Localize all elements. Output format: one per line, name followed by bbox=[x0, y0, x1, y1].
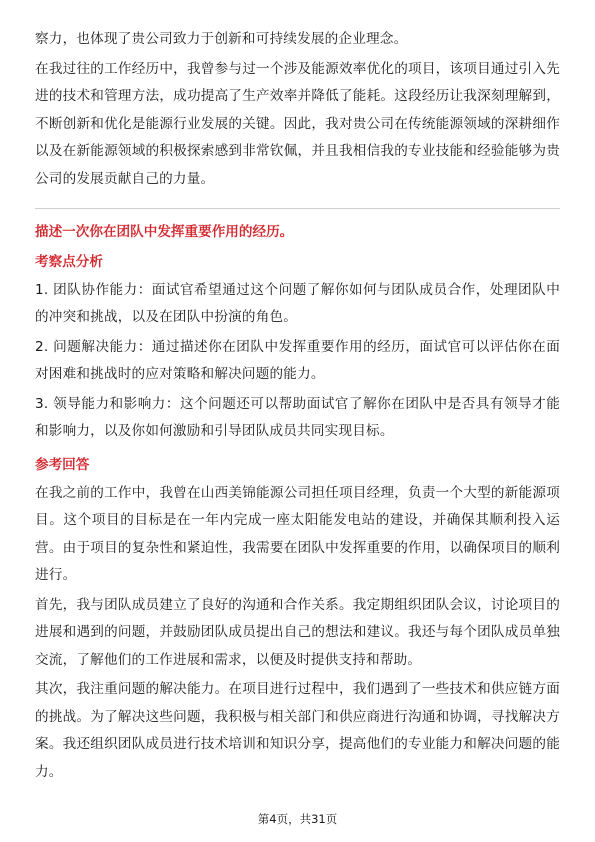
page-content bbox=[35, 26, 560, 788]
analysis-point-1: 1. 团队协作能力：面试官希望通过这个问题了解你如何与团队成员合作，处理团队中的冲突和挑战，以及在团队中扮演的角色。 bbox=[35, 281, 560, 325]
answer-paragraph-2: 首先，我与团队成员建立了良好的沟通和合作关系。我定期组织团队会议，讨论项目的进展和遇到的问题，并鼓励团队成员提出自己的想法和建议。我还与每个团队成员单独交流，了解他们的工作进展和需求，以便及时提供支持和帮助。 bbox=[35, 596, 560, 668]
analysis-point-2: 2. 问题解决能力：通过描述你在团队中发挥重要作用的经历，面试官可以评估你在面对困难和挑战时的应对策略和解决问题的能力。 bbox=[35, 338, 560, 382]
analysis-heading: 考察点分析 bbox=[35, 253, 103, 270]
answer-paragraph-3: 其次，我注重问题的解决能力。在项目进行过程中，我们遇到了一些技术和供应链方面的挑战。为了解决这些问题，我积极与相关部门和供应商进行沟通和协调，寻找解决方案。我还组织团队成员进行技术培训和知识分享，提高他们的专业能力和解决问题的能力。 bbox=[35, 681, 560, 780]
answer-paragraph-1: 在我之前的工作中，我曾在山西美锦能源公司担任项目经理，负责一个大型的新能源项目。这个项目的目标是在一年内完成一座太阳能发电站的建设，并确保其顺利投入运营。由于项目的复杂性和紧迫性，我需要在团队中发挥重要的作用，以确保项目的顺利进行。 bbox=[35, 484, 560, 583]
intro-paragraph-experience: 在我过往的工作经历中，我曾参与过一个涉及能源效率优化的项目，该项目通过引入先进的技术和管理方法，成功提高了生产效率并降低了能耗。这段经历让我深刻理解到，不断创新和优化是能源行业发展的关键。因此，我对贵公司在传统能源领域的深耕细作以及在新能源领域的积极探索感到非常钦佩，并且我相信我的专业技能和经验能够为贵公司的发展贡献自己的力量。 bbox=[35, 60, 560, 187]
section-divider bbox=[35, 208, 560, 209]
answer-heading: 参考回答 bbox=[35, 456, 90, 473]
intro-paragraph-tail: 察力，也体现了贵公司致力于创新和可持续发展的企业理念。 bbox=[35, 31, 408, 47]
page-number-footer: 第4页，共31页 bbox=[257, 812, 338, 826]
analysis-point-3: 3. 领导能力和影响力：这个问题还可以帮助面试官了解你在团队中是否具有领导才能和影响力，以及你如何激励和引导团队成员共同实现目标。 bbox=[35, 395, 560, 439]
question-title: 描述一次你在团队中发挥重要作用的经历。 bbox=[35, 224, 294, 240]
